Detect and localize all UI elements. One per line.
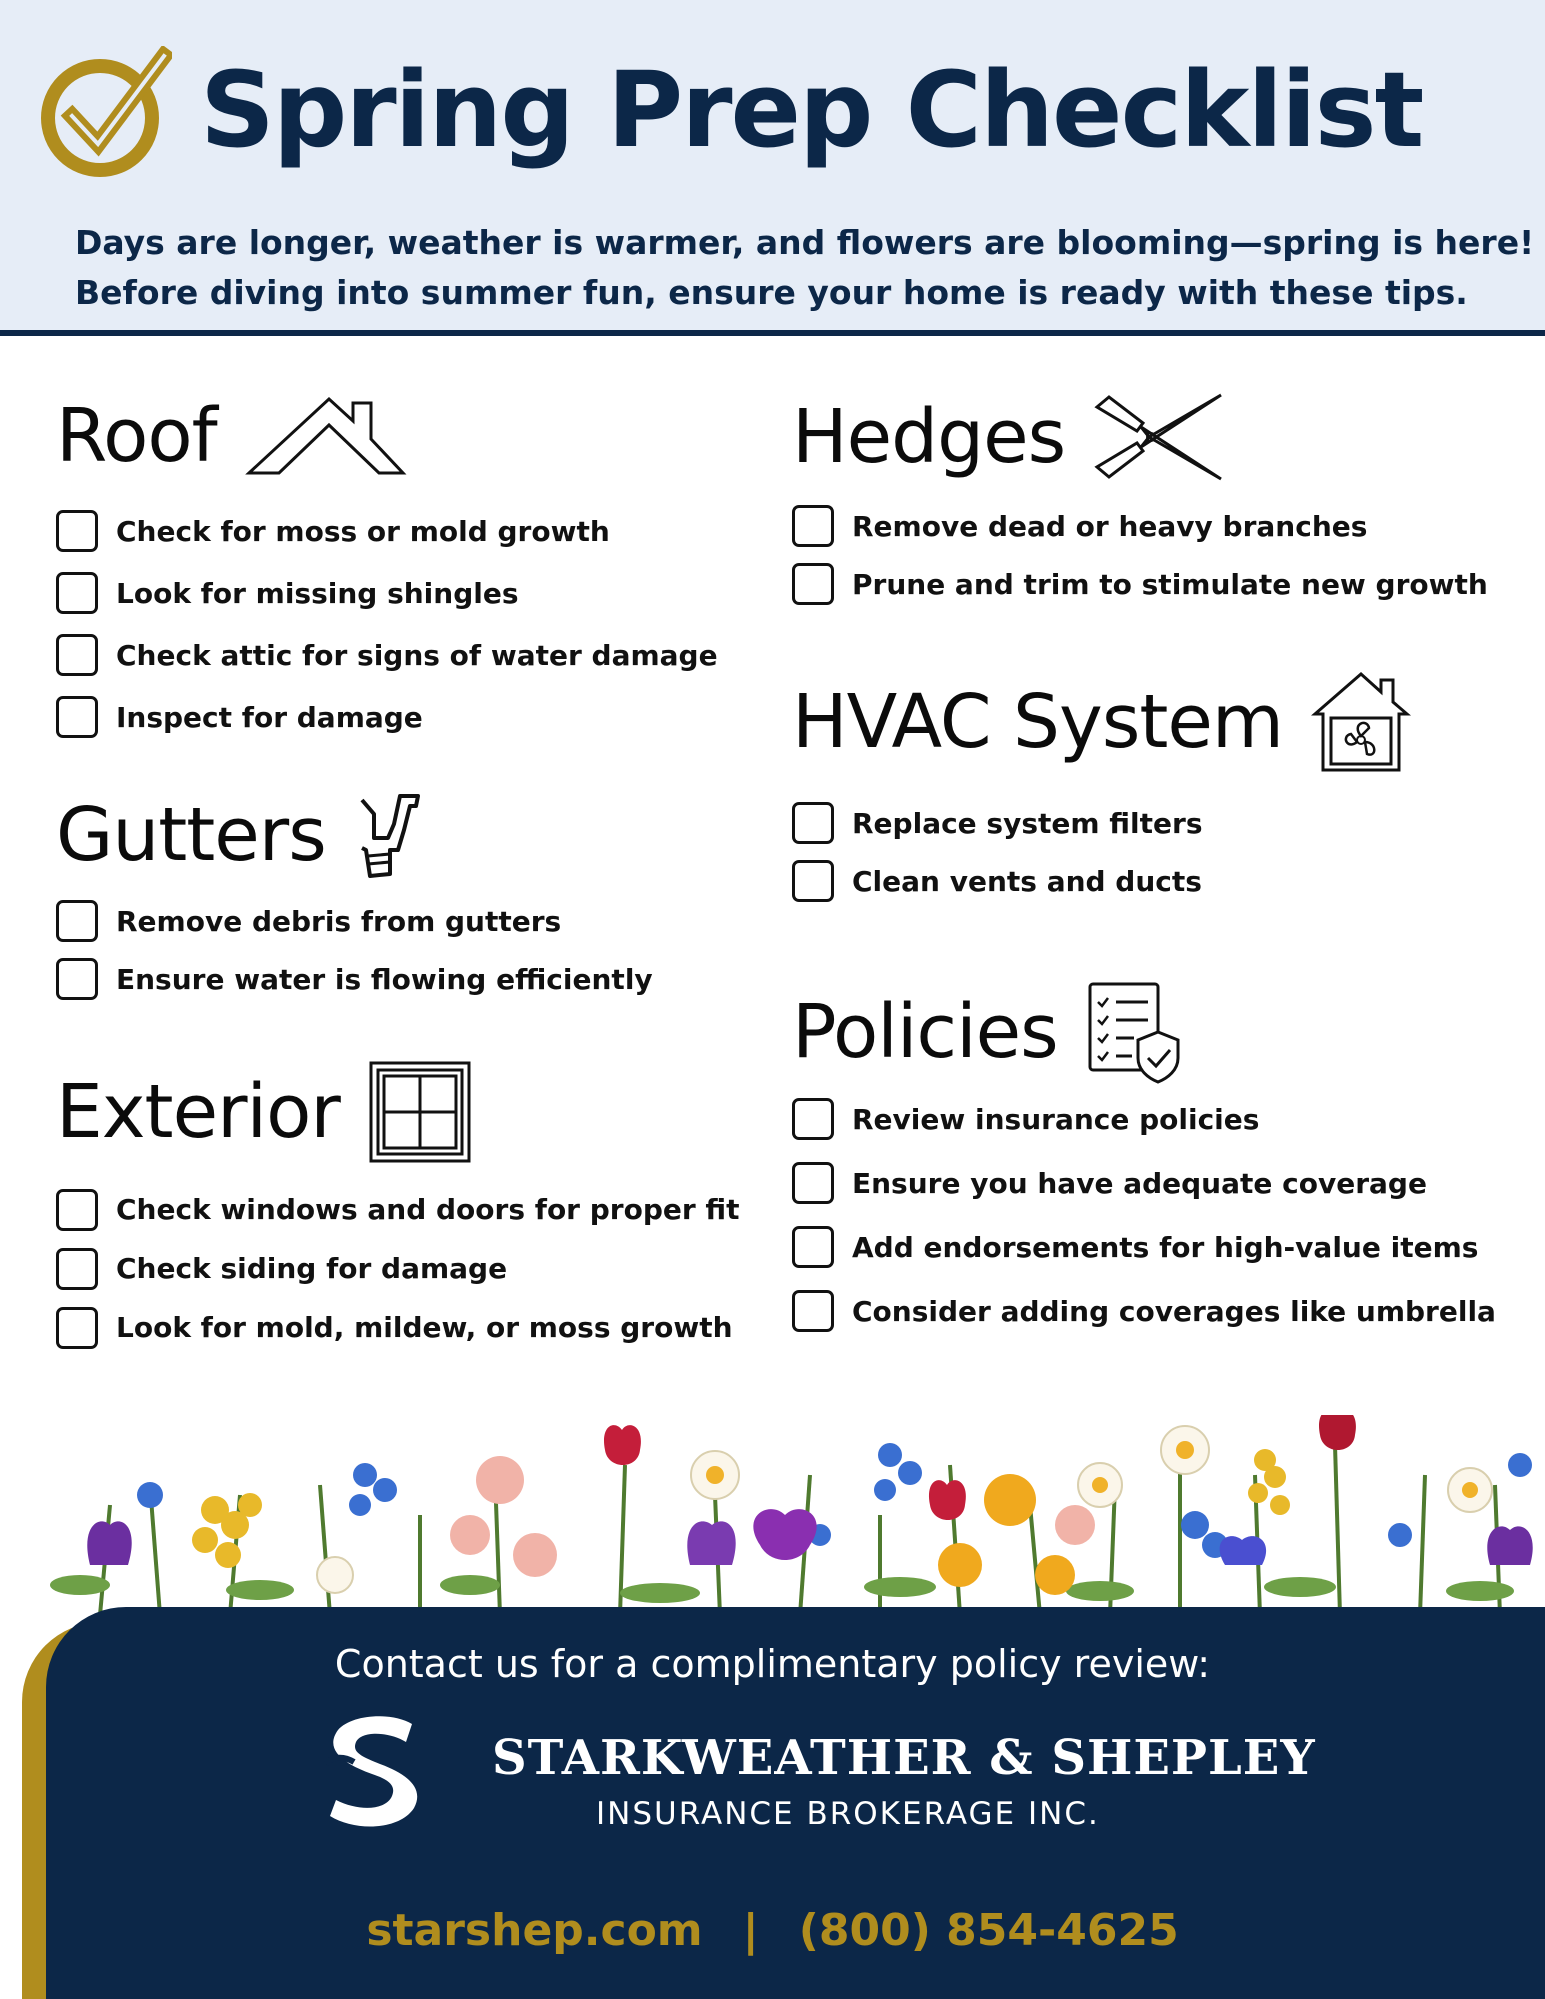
window-icon (368, 1060, 472, 1164)
item-label: Check siding for damage (116, 1252, 508, 1285)
checkbox[interactable] (792, 563, 834, 605)
item-label: Consider adding coverages like umbrella (852, 1294, 1496, 1328)
section-roof-header (56, 395, 409, 477)
checkbox[interactable] (56, 900, 98, 942)
item-label: Remove debris from gutters (116, 904, 562, 938)
list-item[interactable] (56, 1298, 740, 1357)
list-item[interactable] (56, 892, 653, 950)
section-roof-list (56, 500, 718, 748)
list-item[interactable] (792, 1279, 1496, 1343)
item-label: Check attic for signs of water damage (116, 638, 718, 672)
contact-prompt: Contact us for a complimentary policy review: (334, 1642, 1211, 1686)
list-item[interactable] (792, 1087, 1496, 1151)
list-item[interactable] (792, 794, 1203, 852)
section-policies-title: Policies (792, 989, 1058, 1075)
checklist-shield-icon (1086, 980, 1182, 1084)
section-exterior-list (56, 1180, 740, 1357)
item-label: Ensure water is flowing efficiently (116, 962, 653, 996)
item-label: Look for mold, mildew, or moss growth (116, 1311, 733, 1344)
house-fan-icon (1311, 670, 1411, 774)
item-label: Ensure you have adequate coverage (852, 1166, 1427, 1200)
page-title: Spring Prep Checklist (200, 49, 1423, 171)
header-banner (0, 0, 1545, 336)
list-item[interactable] (56, 562, 718, 624)
checkbox[interactable] (792, 860, 834, 902)
list-item[interactable] (56, 1239, 740, 1298)
list-item[interactable] (792, 852, 1203, 910)
spring-flowers-illustration (0, 1415, 1545, 1615)
house-roof-icon (245, 395, 409, 477)
checkmark-circle-icon (40, 46, 172, 178)
item-label: Check for moss or mold growth (116, 514, 610, 548)
section-hvac-list (792, 794, 1203, 910)
item-label: Remove dead or heavy branches (852, 509, 1368, 543)
list-item[interactable] (792, 555, 1488, 613)
checkbox[interactable] (56, 572, 98, 614)
checkbox[interactable] (56, 1248, 98, 1290)
section-gutters-list (56, 892, 653, 1008)
gutter-downspout-icon (354, 790, 424, 880)
item-label: Prune and trim to stimulate new growth (852, 567, 1488, 601)
checkbox[interactable] (56, 1307, 98, 1349)
checkbox[interactable] (56, 510, 98, 552)
checkbox[interactable] (56, 1189, 98, 1231)
checkbox[interactable] (56, 634, 98, 676)
checkbox[interactable] (792, 1226, 834, 1268)
item-label: Add endorsements for high-value items (852, 1230, 1479, 1264)
section-hvac-header (792, 670, 1411, 774)
item-label: Check windows and doors for proper fit (116, 1193, 740, 1226)
intro-line-1: Days are longer, weather is warmer, and flowers are blooming—spring is here! (75, 223, 1535, 262)
company-logo (322, 1712, 426, 1830)
item-label: Review insurance policies (852, 1102, 1260, 1136)
list-item[interactable] (792, 1215, 1496, 1279)
contact-separator: | (742, 1905, 759, 1956)
section-hedges-list (792, 497, 1488, 613)
item-label: Clean vents and ducts (852, 864, 1202, 898)
checkbox[interactable] (792, 505, 834, 547)
hedge-shears-icon (1093, 393, 1225, 481)
list-item[interactable] (56, 950, 653, 1008)
section-hedges-header (792, 393, 1225, 481)
checkbox[interactable] (56, 696, 98, 738)
checkbox[interactable] (792, 1290, 834, 1332)
list-item[interactable] (56, 686, 718, 748)
checkbox[interactable] (792, 802, 834, 844)
list-item[interactable] (792, 497, 1488, 555)
section-exterior-title: Exterior (56, 1069, 340, 1155)
list-item[interactable] (56, 1180, 740, 1239)
section-gutters-title: Gutters (56, 792, 326, 878)
brand-subtitle: INSURANCE BROKERAGE INC. (596, 1796, 1100, 1832)
section-exterior-header (56, 1060, 472, 1164)
section-policies-list (792, 1087, 1496, 1343)
checkbox[interactable] (792, 1098, 834, 1140)
list-item[interactable] (56, 624, 718, 686)
brand-name: STARKWEATHER & SHEPLEY (492, 1730, 1316, 1786)
section-hedges-title: Hedges (792, 394, 1066, 480)
contact-line (0, 1905, 1545, 1956)
list-item[interactable] (56, 500, 718, 562)
website-link[interactable]: starshep.com (366, 1905, 703, 1956)
item-label: Replace system filters (852, 806, 1203, 840)
section-roof-title: Roof (56, 393, 217, 479)
checkbox[interactable] (792, 1162, 834, 1204)
intro-line-2: Before diving into summer fun, ensure your home is ready with these tips. (75, 273, 1468, 312)
intro-text (75, 218, 1535, 318)
section-hvac-title: HVAC System (792, 679, 1283, 765)
item-label: Inspect for damage (116, 700, 423, 734)
phone-number[interactable]: (800) 854-4625 (798, 1905, 1179, 1956)
checkbox[interactable] (56, 958, 98, 1000)
item-label: Look for missing shingles (116, 576, 519, 610)
section-policies-header (792, 980, 1182, 1084)
section-gutters-header (56, 790, 424, 880)
list-item[interactable] (792, 1151, 1496, 1215)
